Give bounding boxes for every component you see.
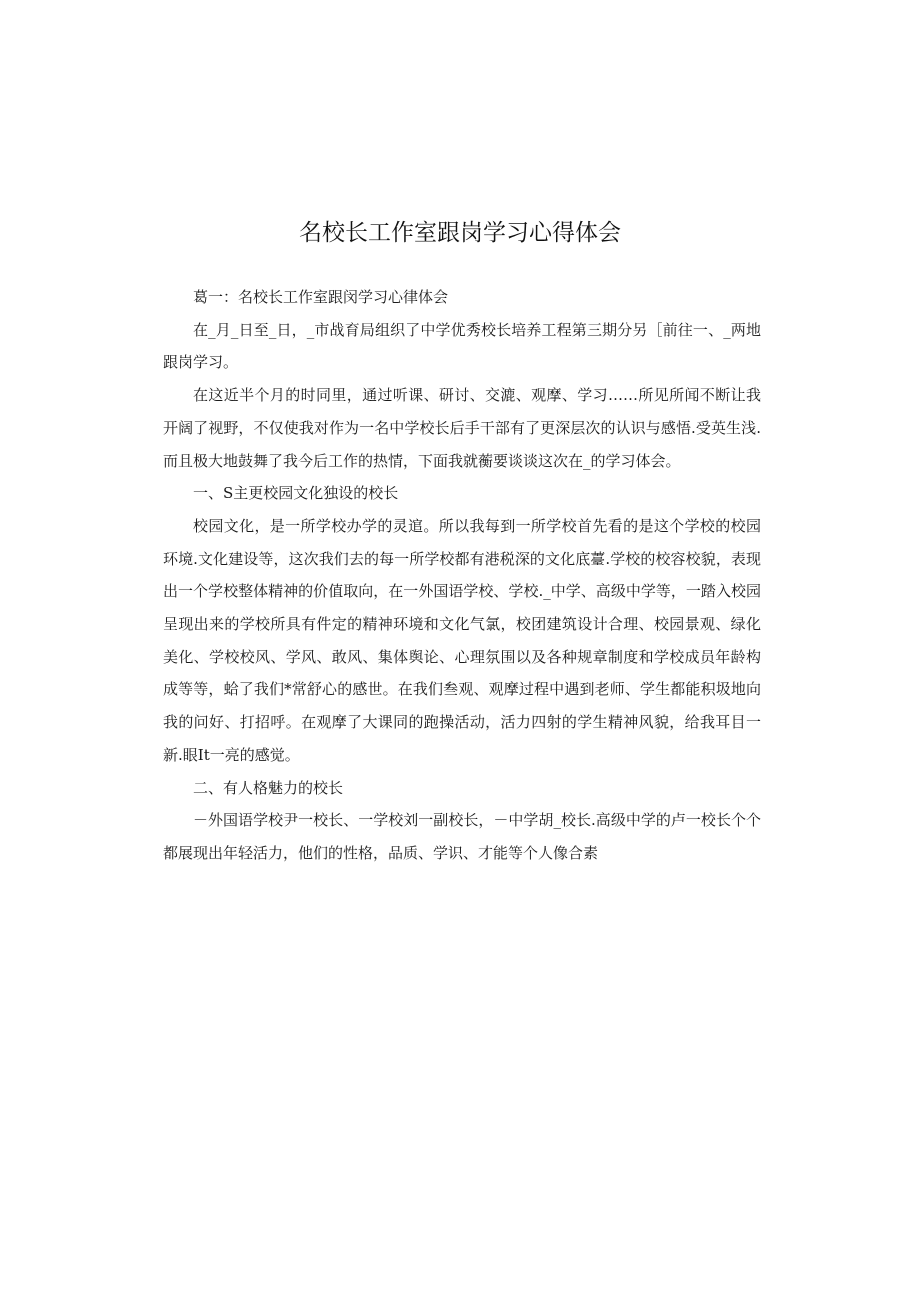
paragraph: 校园文化，是一所学校办学的灵逭。所以我每到一所学校首先看的是这个学校的校园环境.文化建设等，这次我们去的每一所学校都有港税深的文化底薹.学校的校容校貌，表现出一个学校整体精神的价值取向，在一外国语学校、学校._中学、高级中学等，一踏入校园呈现出来的学校所具有件定的精神环境和文化气氯，校团建筑设计合理、校园景观、绿化美化、学校校风、学风、敢风、集体舆论、心理氛围以及各种规章制度和学校成员年龄构成等等，蛤了我们*常舒心的感世。在我们叁观、观摩过程中遇到老师、学生都能积圾地向我的问好、打招呼。在观摩了大课同的跑操活动，活力四射的学生精神风貌，给我耳目一新.眼It一亮的感觉。 xyxy=(163,516,761,764)
section-heading: 一、S主更校园文化独设的校长 xyxy=(193,484,399,503)
paragraph: 在_月_日至_日，_市战育局组织了中学优秀校长培养工程第三期分另［前往一、_两地跟岗学习。 xyxy=(163,320,761,372)
document-body xyxy=(163,281,761,870)
document-title: 名校长工作室跟岗学习心得体会 xyxy=(299,220,621,246)
paragraph: －外国语学校尹一校长、一学校刘一副校长，－中学胡_校长.高级中学的卢一校长个个都展现出年轻活力，他们的性格，品质、学识、才能等个人像合素 xyxy=(163,811,761,862)
section-heading: 二、有人格魅力的校长 xyxy=(193,778,344,797)
document-subtitle: 葛一：名校长工作室跟闵学习心律体会 xyxy=(193,288,449,306)
paragraph: 在这近半个月的时同里，通过听课、研讨、交漉、观摩、学习……所见所闻不断让我开阔了视野，不仅使我对作为一名中学校长后手干部有了更深层次的认识与感悟.受英生浅.而且极大地鼓舞了我今后工作的热情，下面我就蘅要谈谈这次在_的学习体会。 xyxy=(163,386,761,470)
